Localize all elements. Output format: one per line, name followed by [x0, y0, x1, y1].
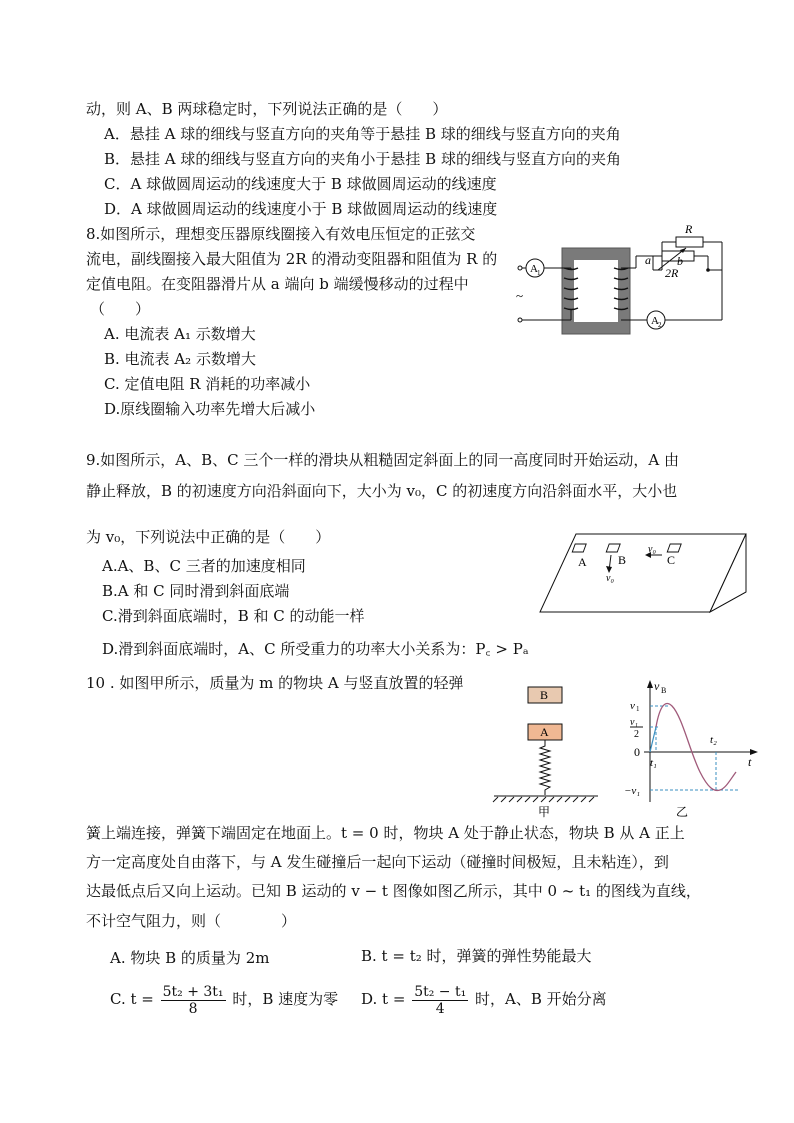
q7-option-a: A．悬挂 A 球的细线与竖直方向的夹角等于悬挂 B 球的细线与竖直方向的夹角: [104, 125, 621, 143]
yi-t2-label: t₂: [710, 734, 717, 746]
figure-jia-caption: 甲: [538, 805, 551, 819]
rheostat-end-b: b: [677, 254, 683, 268]
q7-option-d: D．A 球做圆周运动的线速度小于 B 球做圆周运动的线速度: [104, 200, 498, 218]
transformer-core-window: [574, 260, 618, 322]
slider-b-label: B: [618, 553, 627, 567]
velocity-label-b: v₀: [606, 573, 614, 584]
q7-option-c: C．A 球做圆周运动的线速度大于 B 球做圆周运动的线速度: [104, 175, 497, 193]
a1-terminal-dot: [518, 266, 522, 270]
q10-option-d: [361, 982, 607, 1017]
yi-v1-label: v: [630, 700, 635, 712]
block-b-label: B: [540, 688, 549, 702]
yi-v1-sub: 1: [636, 705, 640, 713]
rheostat-end-a: a: [645, 253, 651, 267]
q10-option-c-fraction: [161, 984, 226, 1017]
q9-option-c: C.滑到斜面底端时，B 和 C 的动能一样: [102, 607, 365, 625]
ac-source-symbol: ~: [516, 288, 524, 303]
ammeter-a2-sub: 2: [658, 321, 662, 329]
q10-line5: 不计空气阻力，则（ ）: [86, 912, 297, 930]
slider-a: [572, 544, 586, 552]
yi-v-axis-sub: B: [661, 686, 667, 695]
q10-option-d-post: 时，A、B 开始分离: [474, 990, 607, 1008]
q9-incline-figure: [536, 528, 754, 618]
q9-line2: 静止释放，B 的初速度方向沿斜面向下，大小为 v₀，C 的初速度方向沿斜面水平，大小也: [86, 482, 678, 500]
q8-option-d: D.原线圈输入功率先增大后减小: [104, 400, 316, 418]
yi-t1-label: t₁: [650, 757, 657, 769]
q10-line4: 达最低点后又向上运动。已知 B 运动的 v − t 图像如图乙所示，其中 0 ~ t₁ 的图线为直线，: [86, 882, 701, 900]
q7-option-b: B．悬挂 A 球的细线与竖直方向的夹角小于悬挂 B 球的细线与竖直方向的夹角: [104, 150, 621, 168]
q8-line3: 定值电阻。在变阻器滑片从 a 端向 b 端缓慢移动的过程中: [86, 275, 469, 293]
yi-neg-v1-label: −v₁: [624, 785, 641, 797]
q8-option-a: A. 电流表 A₁ 示数增大: [104, 325, 256, 343]
a1-bottom-terminal-dot: [518, 318, 522, 322]
q9-option-b: B.A 和 C 同时滑到斜面底端: [102, 582, 290, 600]
slider-c-label: C: [667, 553, 676, 567]
q10-option-c-num: 5t₂ + 3t₁: [162, 983, 224, 1000]
q10-option-a: A. 物块 B 的质量为 2m: [110, 949, 270, 967]
q8-line1: 8.如图所示，理想变压器原线圈接入有效电压恒定的正弦交: [86, 225, 476, 243]
yi-half-den: 2: [634, 729, 639, 740]
q9-option-d: D.滑到斜面底端时，A、C 所受重力的功率大小关系为：P꜀ > Pₐ: [102, 640, 529, 658]
yi-curve: [656, 704, 736, 791]
q8-transformer-figure: [508, 220, 738, 345]
spring: [540, 740, 550, 795]
q10-line2: 簧上端连接，弹簧下端固定在地面上。t = 0 时，物块 A 处于静止状态，物块 B 从 A 正上: [86, 824, 685, 842]
q8-line4: （ ）: [90, 300, 151, 318]
q10-line3: 方一定高度处自由落下，与 A 发生碰撞后一起向下运动（碰撞时间极短，且未粘连），到: [86, 853, 669, 871]
ground-hatch: [493, 797, 594, 802]
q10-option-c: [110, 982, 338, 1017]
q9-option-a: A.A、B、C 三者的加速度相同: [102, 557, 306, 575]
q10-figure-jia: [490, 684, 602, 820]
q10-option-d-pre: D. t =: [361, 990, 406, 1008]
yi-half-num: v₁: [630, 717, 638, 728]
q7-stem-tail: 动，则 A、B 两球稳定时，下列说法正确的是（ ）: [86, 100, 448, 118]
q10-option-c-post: 时，B 速度为零: [232, 990, 339, 1008]
fixed-resistor-r-label: R: [685, 222, 693, 236]
ammeter-a1-label: A: [530, 263, 538, 275]
q10-option-d-den: 4: [435, 1000, 445, 1017]
q9-line3: 为 v₀，下列说法中正确的是（ ）: [86, 528, 331, 546]
q10-line1: 10 . 如图甲所示，质量为 m 的物块 A 与竖直放置的轻弹: [86, 674, 464, 692]
yi-origin: 0: [634, 745, 640, 759]
slider-c: [667, 544, 681, 552]
rheostat-2r-label: 2R: [665, 266, 679, 280]
q8-line2: 流电，副线圈接入最大阻值为 2R 的滑动变阻器和阻值为 R 的: [86, 250, 498, 268]
q10-option-d-num: 5t₂ − t₁: [414, 983, 467, 1000]
q10-option-c-den: 8: [188, 1000, 198, 1017]
q8-option-b: B. 电流表 A₂ 示数增大: [104, 350, 256, 368]
block-a-label: A: [540, 725, 549, 739]
slider-a-label: A: [578, 555, 587, 569]
q10-option-b: B. t = t₂ 时，弹簧的弹性势能最大: [361, 947, 592, 965]
q10-option-d-fraction: [412, 984, 468, 1017]
yi-linear-segment: [650, 727, 656, 752]
yi-t-axis-label: t: [748, 755, 752, 769]
slider-b: [606, 544, 620, 552]
velocity-label-c: v₀: [648, 544, 656, 555]
yi-v-axis-label: v: [654, 679, 660, 693]
figure-yi-caption: 乙: [676, 805, 689, 819]
fixed-resistor-r: [676, 237, 703, 247]
q10-figure-yi: [620, 676, 762, 820]
ammeter-a1-sub: 1: [537, 269, 541, 277]
q9-line1: 9.如图所示，A、B、C 三个一样的滑块从粗糙固定斜面上的同一高度同时开始运动，A 由: [86, 451, 680, 469]
q10-option-c-pre: C. t =: [110, 990, 154, 1008]
q8-option-c: C. 定值电阻 R 消耗的功率减小: [104, 375, 311, 393]
ammeter-a2-label: A: [651, 315, 659, 327]
